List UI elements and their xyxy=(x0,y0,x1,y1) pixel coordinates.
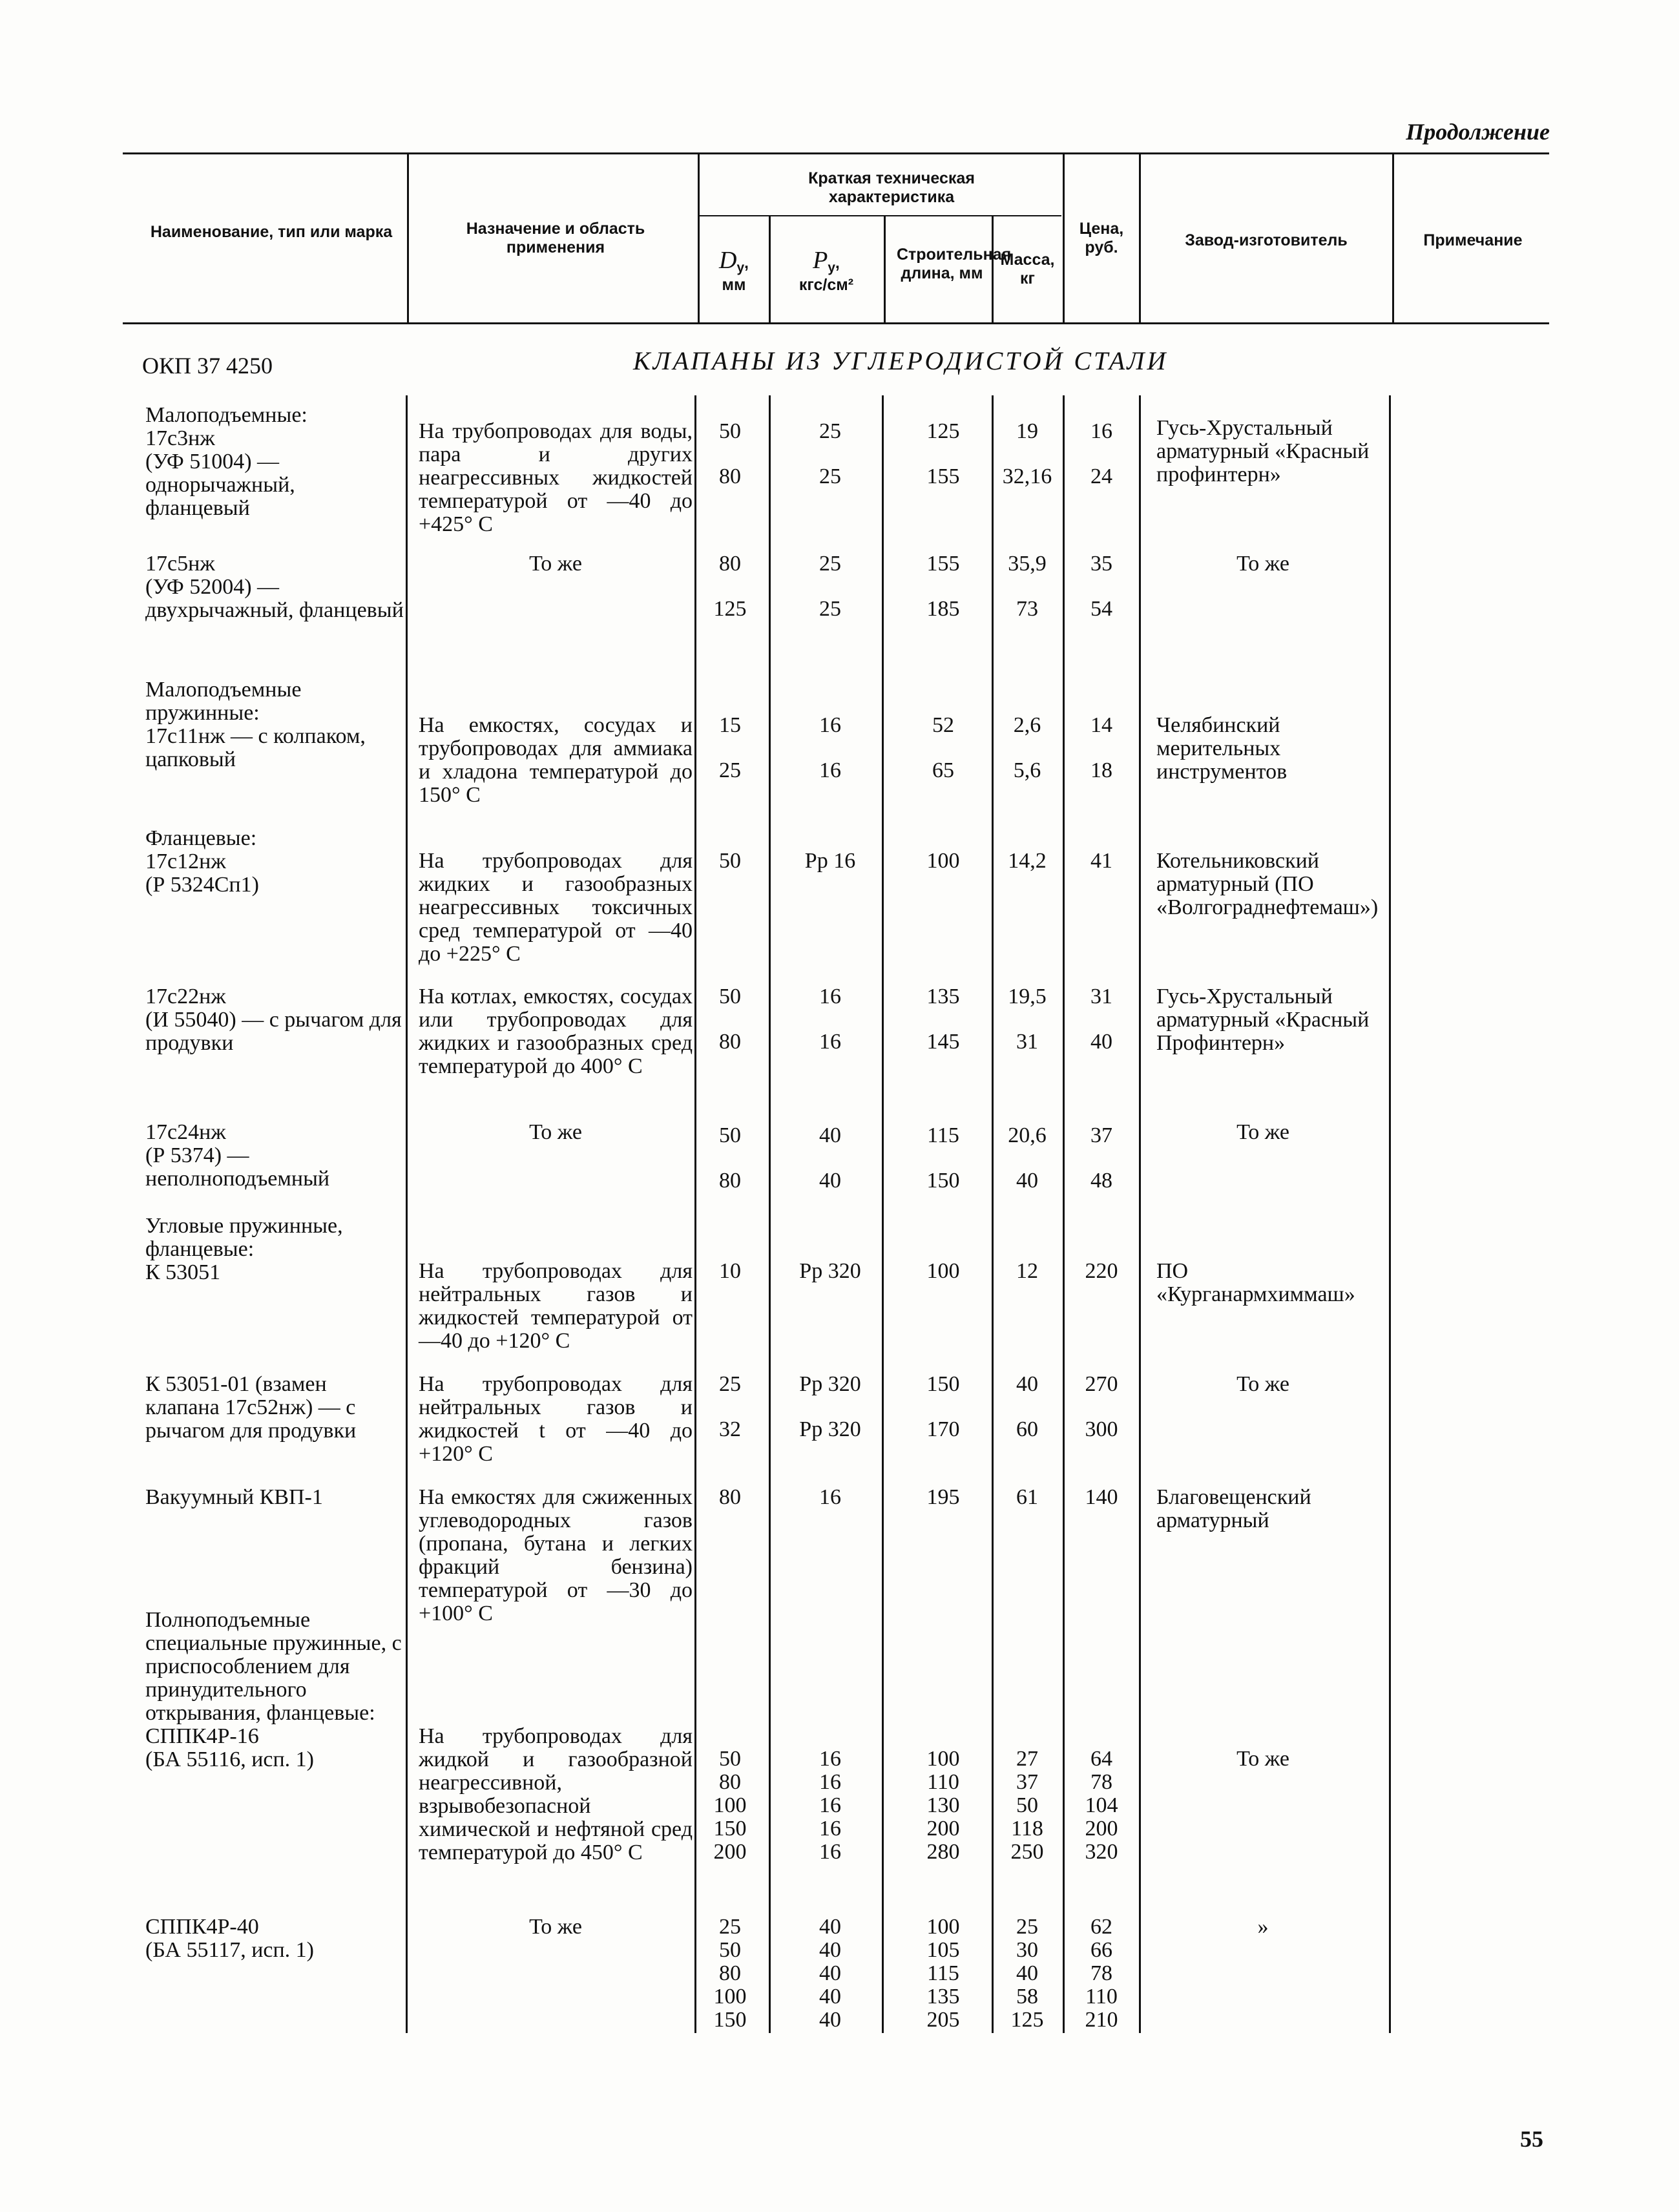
cell-dy: 80 xyxy=(719,552,741,576)
cell-dy: 150 xyxy=(713,1817,747,1841)
header-sep xyxy=(1392,152,1394,322)
body-sep xyxy=(406,395,408,2033)
cell-length: 135 xyxy=(926,1985,960,2009)
cell-mass: 60 xyxy=(1016,1417,1038,1441)
cell-price: 66 xyxy=(1090,1938,1112,1962)
header-factory: Завод-изготовитель xyxy=(1185,231,1348,249)
cell-length: 65 xyxy=(932,758,954,782)
valve-name: К 53051-01 (взамен клапана 17с52нж) — с рычагом для продувки xyxy=(145,1372,357,1443)
cell-price: 78 xyxy=(1090,1770,1112,1794)
cell-price: 40 xyxy=(1090,1030,1112,1054)
brief-sub-rule xyxy=(700,215,1061,216)
cell-length: 130 xyxy=(926,1793,960,1817)
header-sep xyxy=(1063,152,1065,322)
cell-mass: 61 xyxy=(1016,1485,1038,1509)
cell-length: 110 xyxy=(927,1770,959,1794)
header-sep xyxy=(407,152,409,322)
cell-length: 105 xyxy=(926,1938,960,1962)
valve-purpose: На трубопроводах для жидких и газообразных неагрессивных токсичных сред температурой от —40 до +225° С xyxy=(419,849,693,966)
dy-symbol: D xyxy=(719,247,737,274)
cell-length: 125 xyxy=(926,419,960,443)
cell-py: 40 xyxy=(819,1915,841,1939)
header-purpose: Назначение и область применения xyxy=(466,220,645,256)
header-note: Примечание xyxy=(1423,231,1523,249)
cell-price: 16 xyxy=(1090,419,1112,443)
valve-purpose: На емкостях, сосудах и трубопроводах для аммиака и хладона температурой до 150° С xyxy=(419,713,693,807)
cell-dy: 80 xyxy=(719,1485,741,1509)
cell-dy: 80 xyxy=(719,1961,741,1985)
header-dy: $D_у$, мм xyxy=(719,247,749,294)
cell-price: 78 xyxy=(1090,1961,1112,1985)
cell-price: 62 xyxy=(1090,1915,1112,1939)
cell-mass: 20,6 xyxy=(1008,1123,1047,1147)
cell-py: 16 xyxy=(819,758,841,782)
header-price: Цена, руб. xyxy=(1079,220,1124,256)
cell-py: Pр 320 xyxy=(799,1259,861,1283)
cell-mass: 40 xyxy=(1016,1372,1038,1396)
py-symbol: P xyxy=(813,247,828,274)
cell-dy: 100 xyxy=(713,1793,747,1817)
cell-py: 40 xyxy=(819,1961,841,1985)
valve-name: 17с5нж (УФ 52004) — двухрычажный, фланцевый xyxy=(145,552,404,622)
cell-py: 16 xyxy=(819,1817,841,1841)
cell-dy: 50 xyxy=(719,419,741,443)
cell-mass: 2,6 xyxy=(1013,713,1041,737)
valve-factory: Гусь-Хрустальный арматурный «Красный профинтерн» xyxy=(1156,416,1370,486)
cell-mass: 32,16 xyxy=(1002,464,1052,488)
valve-factory: Благовещенский арматурный xyxy=(1156,1485,1311,1532)
valve-factory: » xyxy=(1257,1915,1269,1939)
cell-length: 135 xyxy=(926,985,960,1008)
cell-dy: 32 xyxy=(719,1417,741,1441)
valve-name: Малоподъемные: 17с3нж (УФ 51004) — однорычажный, фланцевый xyxy=(145,403,308,520)
cell-mass: 37 xyxy=(1016,1770,1038,1794)
cell-price: 18 xyxy=(1090,758,1112,782)
cell-py: 25 xyxy=(819,419,841,443)
cell-mass: 30 xyxy=(1016,1938,1038,1962)
cell-dy: 15 xyxy=(719,713,741,737)
header-sep xyxy=(698,152,700,322)
valve-name: Угловые пружинные, фланцевые: К 53051 xyxy=(145,1214,343,1284)
cell-py: 16 xyxy=(819,1485,841,1509)
dy-unit: мм xyxy=(722,275,746,294)
valve-purpose: То же xyxy=(529,1120,582,1144)
cell-mass: 31 xyxy=(1016,1030,1038,1054)
cell-dy: 200 xyxy=(713,1840,747,1864)
valve-purpose: На трубопроводах для нейтральных газов и жидкостей температурой от —40 до +120° С xyxy=(419,1259,693,1353)
cell-dy: 50 xyxy=(719,849,741,873)
valve-purpose: На емкостях для сжиженных углеводородных газов (пропана, бутана и легких фракций бензина) температурой от —30 до +100° С xyxy=(419,1485,693,1625)
valve-factory: ПО «Курганармхиммаш» xyxy=(1156,1259,1355,1306)
cell-py: 25 xyxy=(819,597,841,621)
okp-code: ОКП 37 4250 xyxy=(142,353,273,379)
valve-purpose: На котлах, емкостях, сосудах или трубопроводах для жидких и газообразных сред температурой до 400° С xyxy=(419,985,693,1078)
cell-dy: 80 xyxy=(719,464,741,488)
cell-price: 54 xyxy=(1090,597,1112,621)
cell-price: 320 xyxy=(1085,1840,1118,1864)
header-py: $P_у$, кгс/см² xyxy=(798,247,854,294)
page-number: 55 xyxy=(1520,2126,1543,2152)
valve-purpose: На трубопроводах для нейтральных газов и жидкостей t от —40 до +120° С xyxy=(419,1372,693,1466)
valve-name: 17с22нж (И 55040) — с рычагом для продувки xyxy=(145,985,402,1055)
cell-py: 40 xyxy=(819,1123,841,1147)
cell-mass: 125 xyxy=(1010,2008,1044,2032)
cell-price: 41 xyxy=(1090,849,1112,873)
cell-mass: 118 xyxy=(1011,1817,1043,1841)
cell-length: 200 xyxy=(926,1817,960,1841)
cell-length: 195 xyxy=(926,1485,960,1509)
cell-dy: 25 xyxy=(719,758,741,782)
section-title: КЛАПАНЫ ИЗ УГЛЕРОДИСТОЙ СТАЛИ xyxy=(633,346,1169,375)
cell-price: 200 xyxy=(1085,1817,1118,1841)
cell-py: 16 xyxy=(819,1770,841,1794)
cell-mass: 5,6 xyxy=(1013,758,1041,782)
cell-dy: 50 xyxy=(719,1747,741,1771)
cell-price: 35 xyxy=(1090,552,1112,576)
cell-length: 100 xyxy=(926,1259,960,1283)
cell-length: 150 xyxy=(926,1169,960,1193)
cell-price: 110 xyxy=(1085,1985,1118,2009)
header-length: Строительная длина, мм xyxy=(897,245,1012,282)
valve-purpose: На трубопроводах для воды, пара и других неагрессивных жидкостей температурой от —40 до +425° С xyxy=(419,419,693,536)
cell-price: 104 xyxy=(1085,1793,1118,1817)
cell-price: 210 xyxy=(1085,2008,1118,2032)
cell-length: 100 xyxy=(926,1915,960,1939)
valve-purpose: На трубопроводах для жидкой и газообразной неагрессивной, взрывобезопасной химической и нефтяной сред температурой до 450° С xyxy=(419,1724,693,1864)
cell-price: 270 xyxy=(1085,1372,1118,1396)
py-subscript: у xyxy=(828,260,835,275)
cell-length: 100 xyxy=(926,1747,960,1771)
cell-length: 150 xyxy=(926,1372,960,1396)
cell-dy: 80 xyxy=(719,1770,741,1794)
cell-mass: 40 xyxy=(1016,1961,1038,1985)
cell-price: 31 xyxy=(1090,985,1112,1008)
cell-py: 25 xyxy=(819,552,841,576)
cell-dy: 80 xyxy=(719,1169,741,1193)
cell-length: 100 xyxy=(926,849,960,873)
cell-length: 155 xyxy=(926,464,960,488)
cell-mass: 19,5 xyxy=(1008,985,1047,1008)
body-sep xyxy=(1389,395,1391,2033)
cell-price: 24 xyxy=(1090,464,1112,488)
valve-name: Вакуумный КВП-1 xyxy=(145,1485,323,1509)
body-sep xyxy=(1139,395,1141,2033)
header-name: Наименование, тип или марка xyxy=(150,223,393,241)
cell-dy: 50 xyxy=(719,985,741,1008)
cell-price: 140 xyxy=(1085,1485,1118,1509)
cell-dy: 100 xyxy=(713,1985,747,2009)
valve-factory: Котельниковский арматурный (ПО «Волгограднефтемаш») xyxy=(1156,849,1379,919)
valve-name: СППК4Р-40 (БА 55117, исп. 1) xyxy=(145,1915,314,1962)
cell-dy: 50 xyxy=(719,1938,741,1962)
cell-mass: 40 xyxy=(1016,1169,1038,1193)
cell-dy: 25 xyxy=(719,1372,741,1396)
py-unit: кгс/см² xyxy=(798,275,854,294)
valve-factory: То же xyxy=(1236,1747,1289,1771)
cell-py: Pр 16 xyxy=(804,849,856,873)
valve-name: Малоподъемные пружинные: 17с11нж — с колпаком, цапковый xyxy=(145,678,366,771)
cell-mass: 58 xyxy=(1016,1985,1038,2009)
cell-length: 205 xyxy=(926,2008,960,2032)
cell-price: 14 xyxy=(1090,713,1112,737)
cell-py: 16 xyxy=(819,985,841,1008)
cell-py: Pр 320 xyxy=(799,1417,861,1441)
cell-length: 52 xyxy=(932,713,954,737)
header-brief: Краткая техническая характеристика xyxy=(808,169,975,206)
cell-dy: 80 xyxy=(719,1030,741,1054)
cell-dy: 50 xyxy=(719,1123,741,1147)
cell-py: 40 xyxy=(819,2008,841,2032)
cell-mass: 25 xyxy=(1016,1915,1038,1939)
cell-dy: 150 xyxy=(713,2008,747,2032)
continuation-label: Продолжение xyxy=(1406,119,1550,145)
header-bottom-rule xyxy=(123,322,1549,324)
cell-py: 40 xyxy=(819,1985,841,2009)
cell-price: 300 xyxy=(1085,1417,1118,1441)
cell-mass: 19 xyxy=(1016,419,1038,443)
dy-subscript: у xyxy=(736,260,745,275)
cell-dy: 125 xyxy=(713,597,747,621)
body-sep xyxy=(769,395,771,2033)
cell-mass: 50 xyxy=(1016,1793,1038,1817)
cell-dy: 25 xyxy=(719,1915,741,1939)
header-sep xyxy=(884,215,886,322)
cell-mass: 27 xyxy=(1016,1747,1038,1771)
cell-py: 16 xyxy=(819,1747,841,1771)
cell-py: 25 xyxy=(819,464,841,488)
header-mass: Масса, кг xyxy=(1000,251,1055,287)
cell-mass: 14,2 xyxy=(1008,849,1047,873)
cell-length: 145 xyxy=(926,1030,960,1054)
header-sep xyxy=(1139,152,1141,322)
cell-price: 64 xyxy=(1090,1747,1112,1771)
cell-price: 37 xyxy=(1090,1123,1112,1147)
cell-price: 48 xyxy=(1090,1169,1112,1193)
valve-purpose: То же xyxy=(529,552,582,576)
valve-factory: Гусь-Хрустальный арматурный «Красный Профинтерн» xyxy=(1156,985,1370,1055)
cell-py: 16 xyxy=(819,713,841,737)
cell-py: 16 xyxy=(819,1840,841,1864)
cell-py: Pр 320 xyxy=(799,1372,861,1396)
cell-mass: 250 xyxy=(1010,1840,1044,1864)
valve-name: Фланцевые: 17с12нж (Р 5324Сп1) xyxy=(145,826,259,897)
cell-mass: 12 xyxy=(1016,1259,1038,1283)
valve-name: Полноподъемные специальные пружинные, с приспособлением для принудительного открывания, фланцевые: СППК4Р-16 (БА 55116, исп. 1) xyxy=(145,1608,402,1771)
header-top-rule xyxy=(123,152,1549,154)
valve-factory: Челябинский мерительных инструментов xyxy=(1156,713,1288,784)
cell-length: 115 xyxy=(927,1123,959,1147)
body-sep xyxy=(694,395,696,2033)
cell-length: 170 xyxy=(926,1417,960,1441)
valve-name: 17с24нж (Р 5374) — неполноподъемный xyxy=(145,1120,330,1191)
cell-py: 16 xyxy=(819,1030,841,1054)
cell-length: 155 xyxy=(926,552,960,576)
valve-factory: То же xyxy=(1236,1120,1289,1144)
cell-py: 40 xyxy=(819,1938,841,1962)
cell-py: 40 xyxy=(819,1169,841,1193)
cell-mass: 73 xyxy=(1016,597,1038,621)
cell-length: 115 xyxy=(927,1961,959,1985)
valve-purpose: То же xyxy=(529,1915,582,1939)
valve-factory: То же xyxy=(1236,1372,1289,1396)
cell-dy: 10 xyxy=(719,1259,741,1283)
cell-price: 220 xyxy=(1085,1259,1118,1283)
cell-length: 280 xyxy=(926,1840,960,1864)
body-sep xyxy=(1063,395,1065,2033)
cell-mass: 35,9 xyxy=(1008,552,1047,576)
cell-length: 185 xyxy=(926,597,960,621)
valve-factory: То же xyxy=(1236,552,1289,576)
cell-py: 16 xyxy=(819,1793,841,1817)
